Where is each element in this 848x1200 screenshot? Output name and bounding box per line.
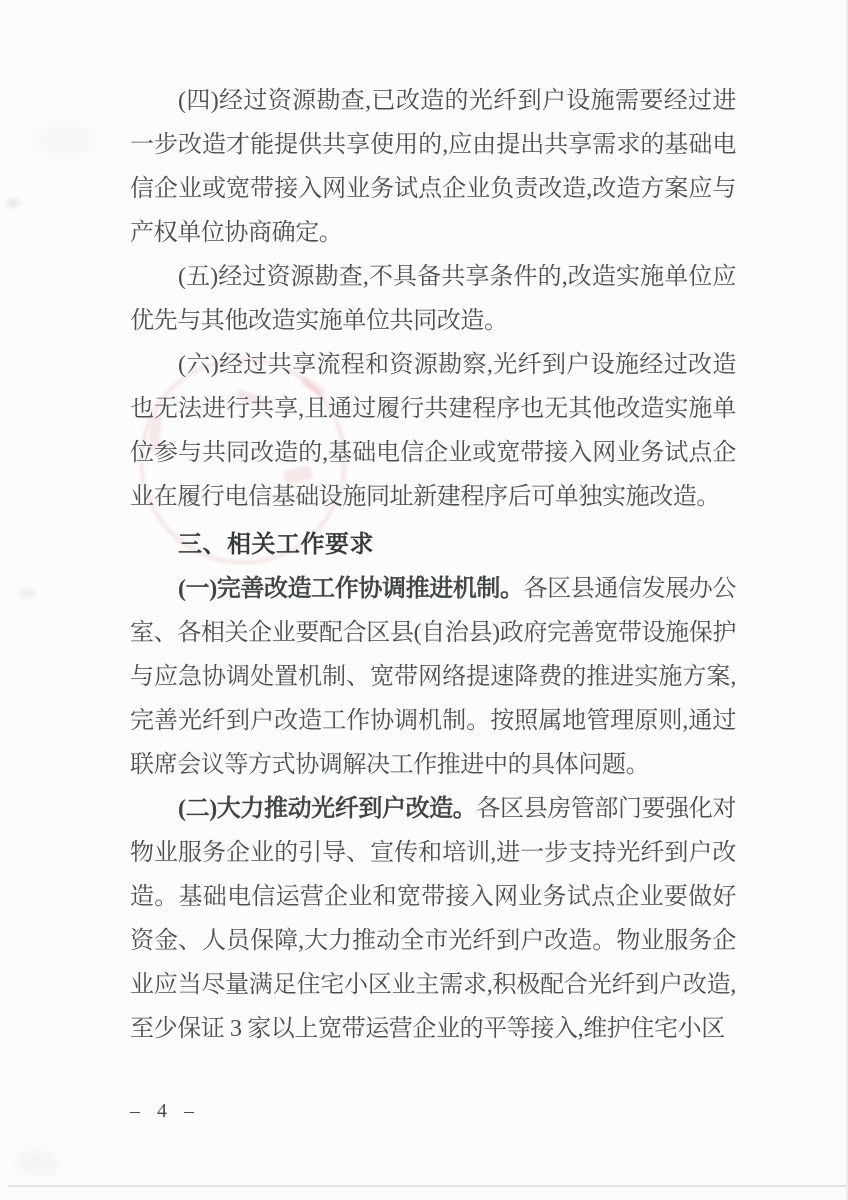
paragraph-item-5 [130, 255, 736, 343]
paragraph-text: (五)经过资源勘查,不具备共享条件的,改造实施单位应优先与其他改造实施单位共同改造。 [130, 264, 736, 334]
paragraph-text: 各区县通信发展办公室、各相关企业要配合区县(自治县)政府完善宽带设施保护与应急协调处置机制、宽带网络提速降费的推进实施方案,完善光纤到户改造工作协调机制。按照属地管理原则,通过联席会议等方式协调解决工作推进中的具体问题。 [130, 576, 736, 778]
section-heading: 三、相关工作要求 [178, 531, 374, 558]
paragraph-item-4 [130, 79, 736, 255]
paragraph-lead: (二)大力推动光纤到户改造。 [178, 796, 477, 822]
document-body [130, 79, 736, 1051]
paragraph-lead: (一)完善改造工作协调推进机制。 [178, 576, 524, 602]
scan-smudge [6, 198, 20, 208]
paragraph-text: 各区县房管部门要强化对物业服务企业的引导、宣传和培训,进一步支持光纤到户改造。基础电信运营企业和宽带接入网业务试点企业要做好资金、人员保障,大力推动全市光纤到户改造。物业服务企业应当尽量满足住宅小区业主需求,积极配合光纤到户改造,至少保证 3 家以上宽带运营企业的平等接入,维护住宅小区 [130, 796, 736, 1042]
paragraph-item-requirement-2 [130, 787, 736, 1051]
paragraph-text: (六)经过共享流程和资源勘察,光纤到户设施经过改造也无法进行共享,且通过履行共建程序也无其他改造实施单位参与共同改造的,基础电信企业或宽带接入网业务试点企业在履行电信基础设施同址新建程序后可单独实施改造。 [130, 352, 736, 510]
scan-smudge [14, 1150, 60, 1176]
scan-edge-bottom [8, 1185, 848, 1187]
scan-smudge [30, 120, 100, 160]
paragraph-text: (四)经过资源勘查,已改造的光纤到户设施需要经过进一步改造才能提供共享使用的,应由提出共享需求的基础电信企业或宽带接入网业务试点企业负责改造,改造方案应与产权单位协商确定。 [130, 88, 736, 246]
scan-smudge [18, 588, 36, 598]
page-number: – 4 – [130, 1100, 200, 1122]
paragraph-item-6 [130, 343, 736, 519]
paragraph-item-requirement-1 [130, 567, 736, 787]
